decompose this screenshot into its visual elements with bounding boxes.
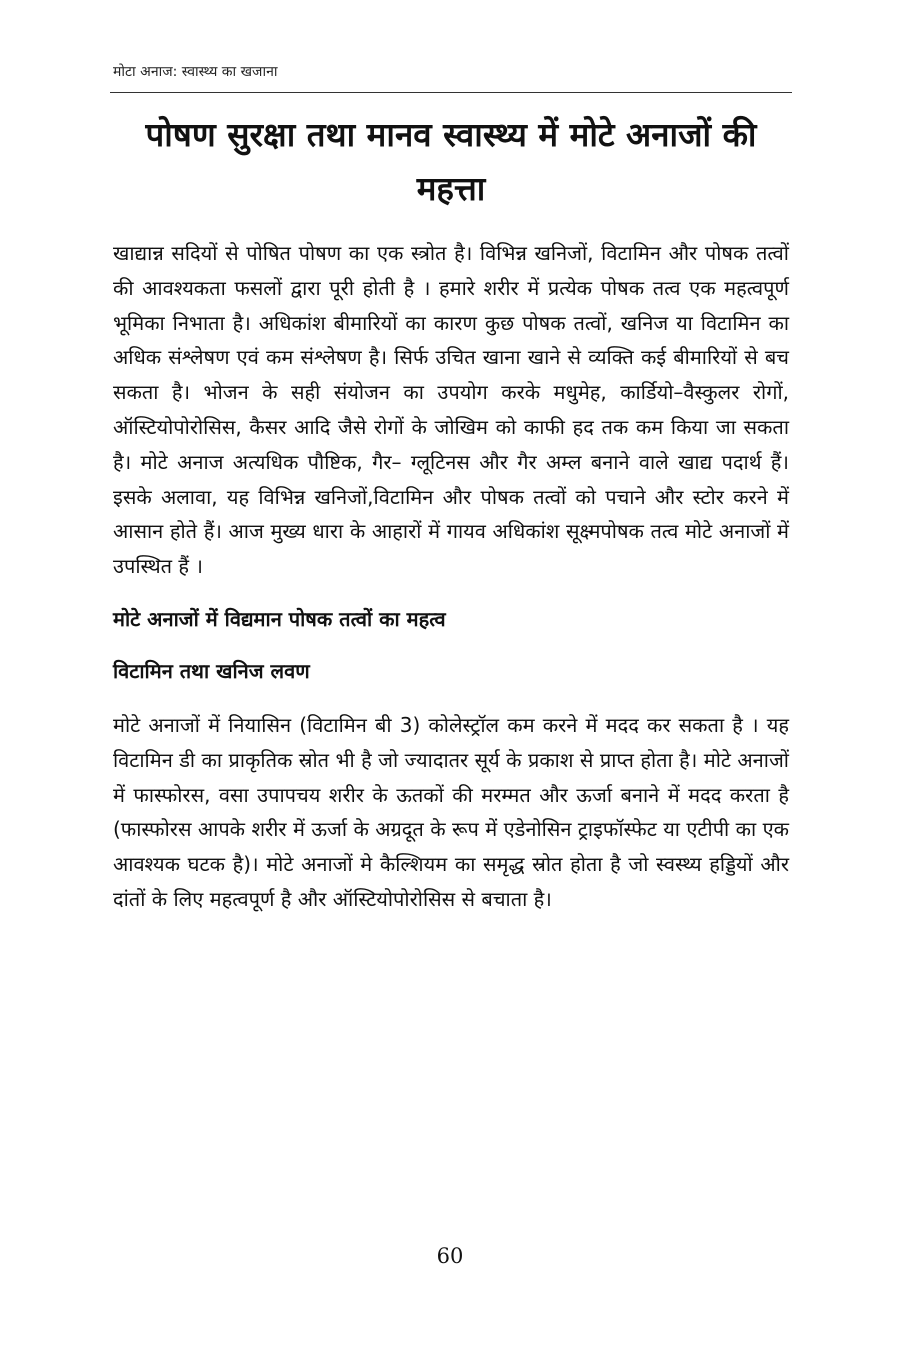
chapter-title: पोषण सुरक्षा तथा मानव स्वास्थ्य में मोटे अनाजों की महत्ता <box>145 115 757 208</box>
subsection-heading: विटामिन तथा खनिज लवण <box>113 658 310 683</box>
page-number: 60 <box>436 1244 464 1268</box>
intro-paragraph: खाद्यान्न सदियों से पोषित पोषण का एक स्त्रोत है। विभिन्न खनिजों, विटामिन और पोषक तत्वों की आवश्यकता फसलों द्वारा पूरी होती है । हमारे शरीर में प्रत्येक पोषक तत्व एक महत्वपूर्ण भूमिका निभाता है। अधिकांश बीमारियों का कारण कुछ पोषक तत्वों, खनिज या विटामिन का अधिक संश्लेषण एवं कम संश्लेषण है। सिर्फ उचित खाना खाने से व्यक्ति कई बीमारियों से बच सकता है। भोजन के सही संयोजन का उपयोग करके मधुमेह, कार्डियो–वैस्कुलर रोगों, ऑस्टियोपोरोसिस, कैसर आदि जैसे रोगों के जोखिम को काफी हद तक कम किया जा सकता है। मोटे अनाज अत्यधिक पौष्टिक, गैर– ग्लूटिनस और गैर अम्ल बनाने वाले खाद्य पदार्थ हैं। इसके अलावा, यह विभिन्न खनिजों,विटामिन और पोषक तत्वों को पचाने और स्टोर करने में आसान होते हैं। आज मुख्य धारा के आहारों में गायव अधिकांश सूक्ष्मपोषक तत्व मोटे अनाजों में उपस्थित हैं । <box>113 241 789 579</box>
section-heading: मोटे अनाजों में विद्यमान पोषक तत्वों का महत्व <box>113 606 446 631</box>
running-header: मोटा अनाज: स्वास्थ्य का खजाना <box>113 64 278 80</box>
vitamin-paragraph: मोटे अनाजों में नियासिन (विटामिन बी 3) कोलेस्ट्रॉल कम करने में मदद कर सकता है । यह विटामिन डी का प्राकृतिक स्रोत भी है जो ज्यादातर सूर्य के प्रकाश से प्राप्त होता है। मोटे अनाजों में फास्फोरस, वसा उपापचय शरीर के ऊतकों की मरम्मत और ऊर्जा बनाने में मदद करता है (फास्फोरस आपके शरीर में ऊर्जा के अग्रदूत के रूप में एडेनोसिन ट्राइफॉस्फेट या एटीपी का एक आवश्यक घटक है)। मोटे अनाजों मे कैल्शियम का समृद्ध स्रोत होता है जो स्वस्थ्य हड्डियों और दांतों के लिए महत्वपूर्ण है और ऑस्टियोपोरोसिस से बचाता है। <box>113 712 789 911</box>
page-body <box>113 236 789 917</box>
header-divider <box>110 92 792 93</box>
